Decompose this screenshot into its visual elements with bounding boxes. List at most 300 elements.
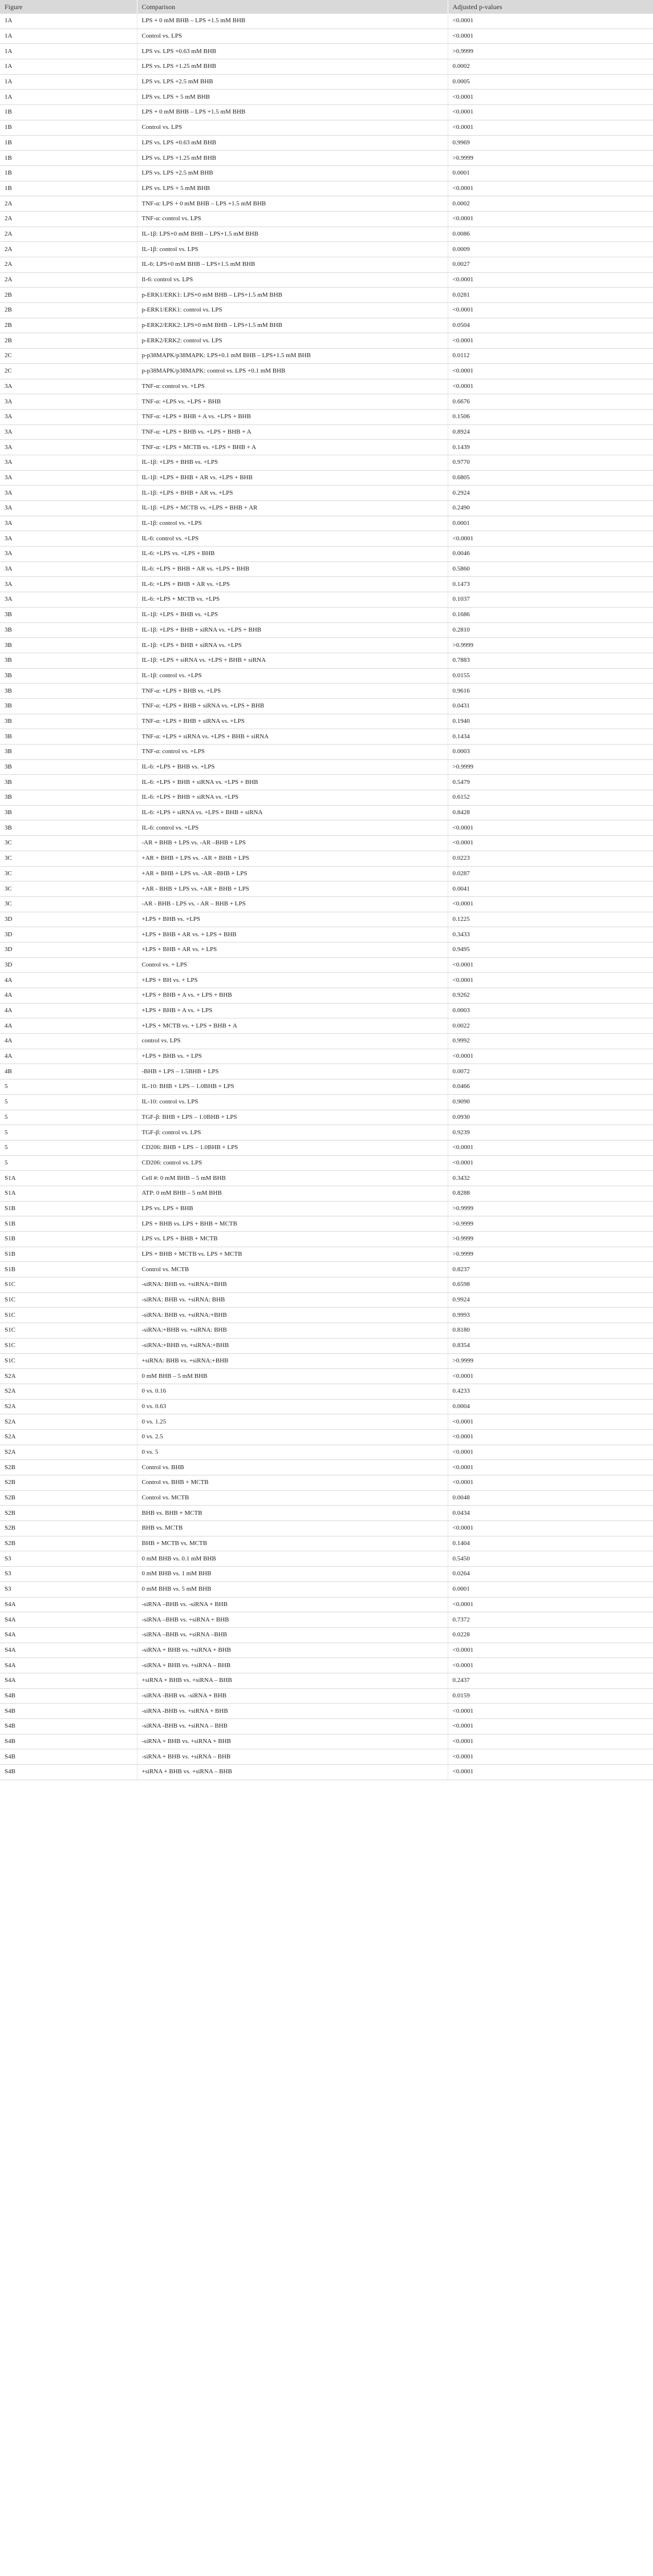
comparison-cell: Control vs. LPS bbox=[137, 120, 448, 135]
figure-cell: S1A bbox=[0, 1171, 137, 1186]
figure-cell: 3D bbox=[0, 927, 137, 943]
p-value-cell: 0.0228 bbox=[448, 1627, 653, 1643]
comparison-cell: IL-1β: control vs. +LPS bbox=[137, 668, 448, 684]
figure-cell: 1A bbox=[0, 59, 137, 75]
table-row bbox=[0, 379, 653, 394]
p-value-cell: 0.0466 bbox=[448, 1079, 653, 1095]
table-row bbox=[0, 1506, 653, 1521]
figure-cell: 3B bbox=[0, 698, 137, 714]
p-value-cell: 0.6676 bbox=[448, 394, 653, 410]
comparison-cell: +LPS + BHB + AR vs. + LPS bbox=[137, 942, 448, 957]
figure-cell: 2A bbox=[0, 211, 137, 227]
comparison-cell: +AR + BHB + LPS vs. -AR + BHB + LPS bbox=[137, 851, 448, 866]
figure-cell: 3B bbox=[0, 622, 137, 638]
comparison-cell: +LPS + BHB + AR vs. + LPS + BHB bbox=[137, 927, 448, 943]
comparison-cell: ATP: 0 mM BHB – 5 mM BHB bbox=[137, 1186, 448, 1201]
figure-cell: 5 bbox=[0, 1079, 137, 1095]
table-row bbox=[0, 90, 653, 105]
table-row bbox=[0, 516, 653, 531]
comparison-cell: IL-6: +LPS + BHB + AR vs. +LPS + BHB bbox=[137, 561, 448, 577]
table-row bbox=[0, 1034, 653, 1049]
table-row bbox=[0, 1018, 653, 1034]
comparison-cell: TNF-α: control vs. +LPS bbox=[137, 379, 448, 394]
comparison-cell: TNF-α: +LPS + BHB vs. +LPS + BHB + A bbox=[137, 424, 448, 440]
figure-cell: 1A bbox=[0, 29, 137, 44]
comparison-cell: IL-6: +LPS + MCTB vs. +LPS bbox=[137, 592, 448, 608]
p-value-cell: 0.0046 bbox=[448, 547, 653, 562]
p-value-cell: <0.0001 bbox=[448, 973, 653, 988]
p-value-cell: <0.0001 bbox=[448, 1719, 653, 1734]
p-value-cell: 0.5479 bbox=[448, 775, 653, 790]
comparison-cell: TNF-α: +LPS + BHB + A vs. +LPS + BHB bbox=[137, 409, 448, 424]
figure-cell: 1B bbox=[0, 151, 137, 166]
figure-cell: 3A bbox=[0, 531, 137, 547]
figure-cell: S4B bbox=[0, 1749, 137, 1765]
p-value-cell: 0.0930 bbox=[448, 1110, 653, 1125]
table-row bbox=[0, 942, 653, 957]
table-row bbox=[0, 881, 653, 897]
figure-cell: 2A bbox=[0, 272, 137, 288]
p-value-cell: 0.1037 bbox=[448, 592, 653, 608]
comparison-cell: +LPS + BHB vs. +LPS bbox=[137, 912, 448, 927]
p-value-cell: 0.1434 bbox=[448, 729, 653, 745]
figure-cell: S1B bbox=[0, 1201, 137, 1216]
p-value-cell: 0.3432 bbox=[448, 1171, 653, 1186]
p-value-cell: <0.0001 bbox=[448, 1140, 653, 1155]
table-row bbox=[0, 486, 653, 501]
p-value-cell: >0.9999 bbox=[448, 1353, 653, 1369]
table-row bbox=[0, 668, 653, 684]
table-row bbox=[0, 1338, 653, 1353]
p-value-cell: <0.0001 bbox=[448, 1749, 653, 1765]
table-row bbox=[0, 1262, 653, 1277]
p-value-cell: 0.0002 bbox=[448, 196, 653, 212]
p-value-cell: 0.1439 bbox=[448, 440, 653, 455]
p-value-cell: 0.8180 bbox=[448, 1323, 653, 1338]
table-row bbox=[0, 1429, 653, 1445]
table-row bbox=[0, 288, 653, 303]
figure-cell: 3D bbox=[0, 957, 137, 973]
comparison-cell: -siRNA –BHB vs. +siRNA + BHB bbox=[137, 1612, 448, 1628]
figure-cell: S1A bbox=[0, 1186, 137, 1201]
p-value-cell: 0.5450 bbox=[448, 1551, 653, 1567]
header-row bbox=[0, 0, 653, 14]
figure-cell: 1B bbox=[0, 165, 137, 181]
figure-cell: S4A bbox=[0, 1643, 137, 1658]
figure-cell: 3D bbox=[0, 912, 137, 927]
comparison-cell: -AR - BHB - LPS vs. - AR – BHB + LPS bbox=[137, 896, 448, 912]
p-value-cell: <0.0001 bbox=[448, 820, 653, 836]
p-value-cell: 0.9770 bbox=[448, 455, 653, 470]
comparison-cell: 0 vs. 5 bbox=[137, 1445, 448, 1460]
table-row bbox=[0, 1643, 653, 1658]
table-row bbox=[0, 1551, 653, 1567]
p-value-cell: 0.0287 bbox=[448, 866, 653, 881]
p-value-cell: 0.0009 bbox=[448, 242, 653, 257]
p-value-cell: <0.0001 bbox=[448, 363, 653, 379]
table-row bbox=[0, 745, 653, 760]
table-row bbox=[0, 1765, 653, 1780]
figure-cell: S4B bbox=[0, 1734, 137, 1749]
p-value-cell: >0.9999 bbox=[448, 759, 653, 775]
p-value-cell: 0.1940 bbox=[448, 714, 653, 729]
p-value-cell: >0.9999 bbox=[448, 1232, 653, 1247]
comparison-cell: TNF-α: control vs. LPS bbox=[137, 211, 448, 227]
figure-cell: 3A bbox=[0, 394, 137, 410]
table-row bbox=[0, 1140, 653, 1155]
figure-cell: 3A bbox=[0, 440, 137, 455]
figure-cell: S4A bbox=[0, 1673, 137, 1688]
table-row bbox=[0, 775, 653, 790]
p-value-cell: <0.0001 bbox=[448, 29, 653, 44]
table-row bbox=[0, 440, 653, 455]
table-row bbox=[0, 912, 653, 927]
figure-cell: 3A bbox=[0, 486, 137, 501]
comparison-cell: IL-1β: +LPS + BHB vs. +LPS bbox=[137, 607, 448, 622]
comparison-cell: +AR - BHB + LPS vs. +AR + BHB + LPS bbox=[137, 881, 448, 897]
p-value-cell: 0.9616 bbox=[448, 684, 653, 699]
comparison-cell: TNF-α: +LPS + siRNA vs. +LPS + BHB + siRNA bbox=[137, 729, 448, 745]
comparison-cell: LPS + BHB vs. LPS + BHB + MCTB bbox=[137, 1216, 448, 1232]
figure-cell: 3C bbox=[0, 851, 137, 866]
p-value-cell: >0.9999 bbox=[448, 44, 653, 59]
figure-cell: 3B bbox=[0, 729, 137, 745]
table-row bbox=[0, 1110, 653, 1125]
comparison-cell: IL-6: +LPS + BHB + siRNA vs. +LPS + BHB bbox=[137, 775, 448, 790]
table-row bbox=[0, 1658, 653, 1673]
figure-cell: S2A bbox=[0, 1445, 137, 1460]
comparison-cell: Control vs. MCTB bbox=[137, 1490, 448, 1506]
p-value-cell: <0.0001 bbox=[448, 90, 653, 105]
table-row bbox=[0, 318, 653, 333]
p-value-cell: <0.0001 bbox=[448, 1765, 653, 1780]
table-row bbox=[0, 1079, 653, 1095]
figure-cell: 2B bbox=[0, 318, 137, 333]
figure-cell: S4B bbox=[0, 1765, 137, 1780]
table-row bbox=[0, 105, 653, 120]
table-row bbox=[0, 1567, 653, 1582]
figure-cell: S2A bbox=[0, 1429, 137, 1445]
p-value-cell: 0.2810 bbox=[448, 622, 653, 638]
p-value-cell: 0.0022 bbox=[448, 1018, 653, 1034]
p-value-cell: <0.0001 bbox=[448, 303, 653, 318]
comparison-cell: LPS + 0 mM BHB – LPS +1.5 mM BHB bbox=[137, 14, 448, 29]
figure-cell: 1A bbox=[0, 74, 137, 90]
figure-cell: 3B bbox=[0, 790, 137, 806]
comparison-cell: p-ERK2/ERK2: LPS+0 mM BHB – LPS+1.5 mM BHB bbox=[137, 318, 448, 333]
figure-cell: S2B bbox=[0, 1475, 137, 1491]
table-row bbox=[0, 196, 653, 212]
table-row bbox=[0, 1399, 653, 1414]
comparison-cell: -siRNA –BHB vs. -siRNA + BHB bbox=[137, 1597, 448, 1612]
figure-cell: S4A bbox=[0, 1658, 137, 1673]
comparison-cell: BHB vs. BHB + MCTB bbox=[137, 1506, 448, 1521]
table-row bbox=[0, 1171, 653, 1186]
p-value-cell: 0.8428 bbox=[448, 805, 653, 820]
p-value-cell: 0.9992 bbox=[448, 1034, 653, 1049]
table-row bbox=[0, 805, 653, 820]
table-row bbox=[0, 303, 653, 318]
figure-cell: 5 bbox=[0, 1140, 137, 1155]
figure-cell: 3B bbox=[0, 638, 137, 653]
table-row bbox=[0, 211, 653, 227]
comparison-cell: -siRNA: BHB vs. +siRNA:+BHB bbox=[137, 1277, 448, 1293]
table-row bbox=[0, 1673, 653, 1688]
figure-cell: S4B bbox=[0, 1719, 137, 1734]
table-row bbox=[0, 1247, 653, 1262]
comparison-cell: Control vs. LPS bbox=[137, 29, 448, 44]
comparison-cell: LPS vs. LPS + BHB bbox=[137, 1201, 448, 1216]
table-row bbox=[0, 409, 653, 424]
table-row bbox=[0, 896, 653, 912]
table-row bbox=[0, 1049, 653, 1064]
figure-cell: 3A bbox=[0, 501, 137, 516]
table-row bbox=[0, 501, 653, 516]
comparison-cell: TNF-α: control vs. +LPS bbox=[137, 745, 448, 760]
comparison-cell: -siRNA: BHB vs. +siRNA: BHB bbox=[137, 1292, 448, 1308]
p-value-cell: <0.0001 bbox=[448, 1155, 653, 1171]
p-value-cell: >0.9999 bbox=[448, 638, 653, 653]
table-row bbox=[0, 455, 653, 470]
figure-cell: 3A bbox=[0, 455, 137, 470]
p-value-cell: <0.0001 bbox=[448, 105, 653, 120]
p-value-cell: 0.2924 bbox=[448, 486, 653, 501]
comparison-cell: LPS vs. LPS +2.5 mM BHB bbox=[137, 74, 448, 90]
figure-cell: 1A bbox=[0, 90, 137, 105]
p-value-cell: 0.0086 bbox=[448, 227, 653, 242]
p-value-cell: 0.0504 bbox=[448, 318, 653, 333]
p-value-cell: 0.9262 bbox=[448, 988, 653, 1004]
table-row bbox=[0, 1064, 653, 1079]
table-row bbox=[0, 759, 653, 775]
comparison-cell: CD206: control vs. LPS bbox=[137, 1155, 448, 1171]
figure-cell: 4A bbox=[0, 973, 137, 988]
table-row bbox=[0, 1353, 653, 1369]
figure-cell: 3A bbox=[0, 470, 137, 486]
table-row bbox=[0, 957, 653, 973]
p-value-cell: 0.0281 bbox=[448, 288, 653, 303]
table-row bbox=[0, 866, 653, 881]
figure-cell: 4A bbox=[0, 1049, 137, 1064]
comparison-cell: IL-6: control vs. +LPS bbox=[137, 531, 448, 547]
comparison-cell: 0 mM BHB vs. 1 mM BHB bbox=[137, 1567, 448, 1582]
figure-cell: 3A bbox=[0, 409, 137, 424]
p-value-cell: 0.8288 bbox=[448, 1186, 653, 1201]
table-row bbox=[0, 470, 653, 486]
comparison-cell: +siRNA + BHB vs. +siRNA – BHB bbox=[137, 1765, 448, 1780]
table-row bbox=[0, 1536, 653, 1551]
table-row bbox=[0, 1749, 653, 1765]
figure-cell: S1B bbox=[0, 1262, 137, 1277]
comparison-cell: -siRNA + BHB vs. +siRNA + BHB bbox=[137, 1734, 448, 1749]
figure-cell: 4A bbox=[0, 988, 137, 1004]
comparison-cell: TNF-α: +LPS + BHB + siRNA vs. +LPS + BHB bbox=[137, 698, 448, 714]
comparison-cell: -BHB + LPS – 1.5BHB + LPS bbox=[137, 1064, 448, 1079]
table-row bbox=[0, 333, 653, 349]
figure-cell: 2A bbox=[0, 227, 137, 242]
figure-cell: S2B bbox=[0, 1460, 137, 1475]
p-value-cell: <0.0001 bbox=[448, 1521, 653, 1536]
comparison-cell: LPS vs. LPS + 5 mM BHB bbox=[137, 181, 448, 196]
table-row bbox=[0, 363, 653, 379]
p-value-cell: 0.0001 bbox=[448, 165, 653, 181]
figure-cell: S4A bbox=[0, 1597, 137, 1612]
comparison-cell: IL-6: +LPS vs. +LPS + BHB bbox=[137, 547, 448, 562]
comparison-cell: IL-6: +LPS + BHB vs. +LPS bbox=[137, 759, 448, 775]
figure-cell: 1A bbox=[0, 14, 137, 29]
figure-cell: 3B bbox=[0, 714, 137, 729]
p-value-cell: 0.9993 bbox=[448, 1308, 653, 1323]
comparison-cell: +siRNA + BHB vs. +siRNA – BHB bbox=[137, 1673, 448, 1688]
figure-cell: 3C bbox=[0, 896, 137, 912]
figure-cell: 3B bbox=[0, 759, 137, 775]
comparison-cell: IL-1β: +LPS + BHB + siRNA vs. +LPS + BHB bbox=[137, 622, 448, 638]
table-row bbox=[0, 1475, 653, 1491]
p-value-cell: 0.0005 bbox=[448, 74, 653, 90]
p-value-cell: 0.1404 bbox=[448, 1536, 653, 1551]
table-row bbox=[0, 1216, 653, 1232]
figure-cell: S3 bbox=[0, 1551, 137, 1567]
p-value-cell: <0.0001 bbox=[448, 1704, 653, 1719]
table-row bbox=[0, 1688, 653, 1704]
comparison-cell: TNF-α: +LPS vs. +LPS + BHB bbox=[137, 394, 448, 410]
figure-cell: S2A bbox=[0, 1384, 137, 1399]
comparison-cell: BHB vs. MCTB bbox=[137, 1521, 448, 1536]
p-value-cell: 0.9495 bbox=[448, 942, 653, 957]
p-value-cell: 0.0155 bbox=[448, 668, 653, 684]
p-value-cell: 0.1473 bbox=[448, 577, 653, 592]
figure-cell: 3B bbox=[0, 684, 137, 699]
p-value-cell: 0.0002 bbox=[448, 59, 653, 75]
comparison-cell: LPS + BHB + MCTB vs. LPS + MCTB bbox=[137, 1247, 448, 1262]
table-row bbox=[0, 424, 653, 440]
p-value-cell: 0.0112 bbox=[448, 349, 653, 364]
comparison-cell: Cell #: 0 mM BHB – 5 mM BHB bbox=[137, 1171, 448, 1186]
comparison-cell: IL-1β: +LPS + MCTB vs. +LPS + BHB + AR bbox=[137, 501, 448, 516]
figure-cell: S4B bbox=[0, 1704, 137, 1719]
figure-cell: S1C bbox=[0, 1338, 137, 1353]
p-value-cell: 0.8924 bbox=[448, 424, 653, 440]
comparison-cell: -siRNA: BHB vs. +siRNA:+BHB bbox=[137, 1308, 448, 1323]
comparison-cell: -siRNA + BHB vs. +siRNA + BHB bbox=[137, 1643, 448, 1658]
p-value-cell: 0.9969 bbox=[448, 135, 653, 151]
figure-cell: 2B bbox=[0, 288, 137, 303]
table-row bbox=[0, 988, 653, 1004]
figure-cell: 4A bbox=[0, 1003, 137, 1018]
table-row bbox=[0, 592, 653, 608]
comparison-cell: +siRNA: BHB vs. +siRNA:+BHB bbox=[137, 1353, 448, 1369]
comparison-cell: LPS vs. LPS +0.63 mM BHB bbox=[137, 44, 448, 59]
p-value-cell: <0.0001 bbox=[448, 1049, 653, 1064]
figure-cell: S1B bbox=[0, 1247, 137, 1262]
comparison-cell: IL-1β: control vs. LPS bbox=[137, 242, 448, 257]
comparison-cell: IL-6: +LPS + BHB + AR vs. +LPS bbox=[137, 577, 448, 592]
table-row bbox=[0, 1308, 653, 1323]
figure-cell: S3 bbox=[0, 1567, 137, 1582]
figure-cell: S1B bbox=[0, 1232, 137, 1247]
table-row bbox=[0, 1384, 653, 1399]
figure-cell: 2B bbox=[0, 333, 137, 349]
comparison-cell: IL-1β: +LPS + BHB + siRNA vs. +LPS bbox=[137, 638, 448, 653]
table-row bbox=[0, 1734, 653, 1749]
header-comparison: Comparison bbox=[137, 0, 448, 14]
p-value-cell: <0.0001 bbox=[448, 120, 653, 135]
comparison-cell: TGF-β: control vs. LPS bbox=[137, 1125, 448, 1141]
p-value-cell: <0.0001 bbox=[448, 211, 653, 227]
p-value-cell: <0.0001 bbox=[448, 379, 653, 394]
comparison-cell: LPS vs. LPS +1.25 mM BHB bbox=[137, 59, 448, 75]
table-row bbox=[0, 29, 653, 44]
comparison-cell: +LPS + BH vs. + LPS bbox=[137, 973, 448, 988]
comparison-cell: +LPS + BHB + A vs. + LPS bbox=[137, 1003, 448, 1018]
comparison-cell: Control vs. MCTB bbox=[137, 1262, 448, 1277]
table-row bbox=[0, 653, 653, 668]
comparison-cell: IL-6: +LPS + siRNA vs. +LPS + BHB + siRNA bbox=[137, 805, 448, 820]
p-value-cell: 0.0027 bbox=[448, 257, 653, 273]
table-row bbox=[0, 349, 653, 364]
figure-cell: S4A bbox=[0, 1612, 137, 1628]
figure-cell: 3C bbox=[0, 836, 137, 851]
figure-cell: S4B bbox=[0, 1688, 137, 1704]
table-row bbox=[0, 165, 653, 181]
figure-cell: 3A bbox=[0, 592, 137, 608]
p-value-cell: 0.0003 bbox=[448, 745, 653, 760]
figure-cell: 2B bbox=[0, 303, 137, 318]
table-row bbox=[0, 1094, 653, 1110]
p-value-cell: <0.0001 bbox=[448, 1445, 653, 1460]
table-row bbox=[0, 698, 653, 714]
figure-cell: 3B bbox=[0, 775, 137, 790]
figure-cell: 5 bbox=[0, 1155, 137, 1171]
comparison-cell: -siRNA + BHB vs. +siRNA – BHB bbox=[137, 1658, 448, 1673]
comparison-cell: -AR + BHB + LPS vs. -AR –BHB + LPS bbox=[137, 836, 448, 851]
table-row bbox=[0, 851, 653, 866]
p-value-cell: 0.0434 bbox=[448, 1506, 653, 1521]
comparison-cell: 0 vs. 2.5 bbox=[137, 1429, 448, 1445]
comparison-cell: -siRNA + BHB vs. +siRNA – BHB bbox=[137, 1749, 448, 1765]
figure-cell: 3B bbox=[0, 607, 137, 622]
p-value-cell: <0.0001 bbox=[448, 1429, 653, 1445]
table-row bbox=[0, 836, 653, 851]
table-row bbox=[0, 1704, 653, 1719]
p-value-cell: <0.0001 bbox=[448, 1414, 653, 1430]
comparison-cell: TNF-α: +LPS + BHB + siRNA vs. +LPS bbox=[137, 714, 448, 729]
comparison-cell: LPS vs. LPS + BHB + MCTB bbox=[137, 1232, 448, 1247]
figure-cell: S1C bbox=[0, 1277, 137, 1293]
figure-cell: 4B bbox=[0, 1064, 137, 1079]
table-row bbox=[0, 820, 653, 836]
p-value-cell: 0.2437 bbox=[448, 1673, 653, 1688]
p-value-cell: 0.0001 bbox=[448, 516, 653, 531]
comparison-cell: LPS + 0 mM BHB – LPS +1.5 mM BHB bbox=[137, 105, 448, 120]
figure-cell: S4A bbox=[0, 1627, 137, 1643]
p-value-cell: >0.9999 bbox=[448, 1247, 653, 1262]
p-value-cell: 0.3433 bbox=[448, 927, 653, 943]
figure-cell: 2C bbox=[0, 349, 137, 364]
figure-cell: S2A bbox=[0, 1369, 137, 1384]
table-row bbox=[0, 1292, 653, 1308]
comparison-cell: Control vs. BHB bbox=[137, 1460, 448, 1475]
figure-cell: 3B bbox=[0, 668, 137, 684]
table-body bbox=[0, 14, 653, 1780]
table-row bbox=[0, 607, 653, 622]
comparison-cell: IL-1β: +LPS + BHB + AR vs. +LPS bbox=[137, 486, 448, 501]
comparison-cell: 0 mM BHB vs. 5 mM BHB bbox=[137, 1582, 448, 1597]
figure-cell: 3B bbox=[0, 745, 137, 760]
figure-cell: S1C bbox=[0, 1292, 137, 1308]
p-value-cell: 0.4233 bbox=[448, 1384, 653, 1399]
p-value-cell: 0.6805 bbox=[448, 470, 653, 486]
